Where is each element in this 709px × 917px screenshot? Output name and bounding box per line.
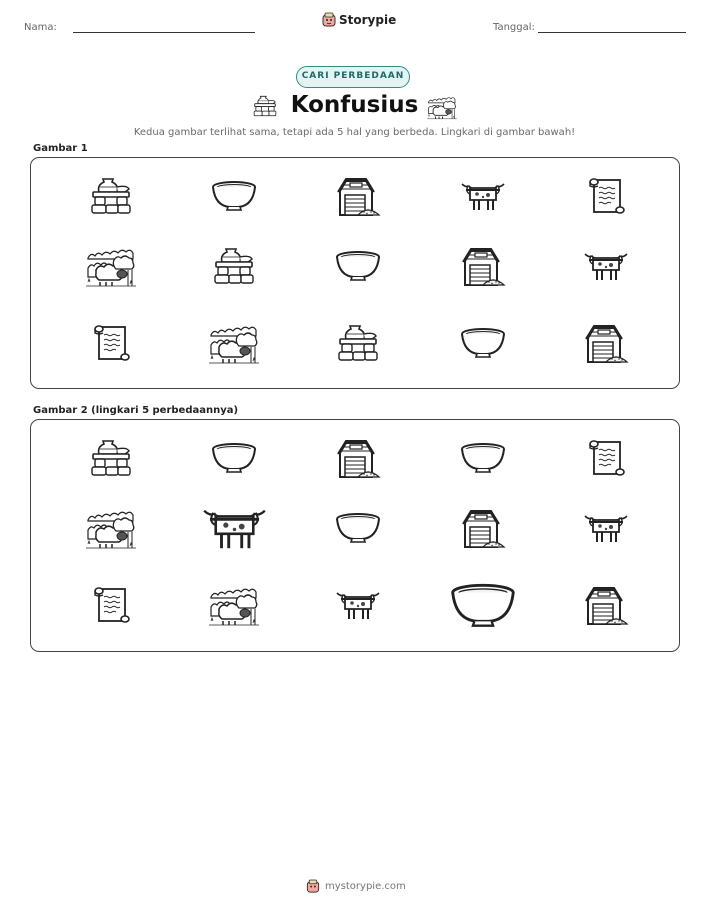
footer-url: mystorypie.com [325, 881, 406, 892]
ox-icon [583, 510, 629, 546]
barn-icon [584, 322, 628, 364]
gambar2-item-r2-c3[interactable] [323, 500, 393, 556]
gambar1-item-r1-c1 [76, 168, 146, 224]
picture-panel-2[interactable] [30, 419, 680, 652]
gambar1-item-r3-c3 [323, 315, 393, 371]
sheep-flock-icon [207, 321, 261, 365]
bowl-icon [210, 179, 258, 213]
gambar2-item-r1-c3[interactable] [323, 430, 393, 486]
ox-icon [335, 587, 381, 623]
scroll-icon [586, 176, 626, 216]
title-right-decoration [425, 94, 459, 124]
sheep-flock-icon [84, 244, 138, 288]
gambar1-item-r2-c4 [448, 238, 518, 294]
category-badge: CARI PERBEDAAN [296, 66, 410, 88]
gambar2-item-r1-c2[interactable] [199, 430, 269, 486]
gambar1-item-r2-c3 [323, 238, 393, 294]
bowl-icon [334, 511, 382, 545]
scroll-icon [91, 323, 131, 363]
sheep-flock-icon [425, 94, 459, 120]
name-field[interactable] [73, 32, 255, 33]
barn-icon [461, 245, 505, 287]
gambar1-item-r2-c2 [199, 238, 269, 294]
gambar2-item-r3-c3[interactable] [323, 577, 393, 633]
gambar2-item-r2-c2[interactable] [199, 500, 269, 556]
gambar2-item-r1-c5[interactable] [571, 430, 641, 486]
scroll-icon [586, 438, 626, 478]
gambar2-item-r1-c4[interactable] [448, 430, 518, 486]
page-title: Konfusius [290, 92, 419, 118]
barn-icon [461, 507, 505, 549]
ox-icon [583, 248, 629, 284]
sheep-flock-icon [84, 506, 138, 550]
barn-icon [584, 584, 628, 626]
bowl-icon [459, 326, 507, 360]
picture-panel-1 [30, 157, 680, 389]
ox-icon [460, 178, 506, 214]
scroll-icon [91, 585, 131, 625]
bowl-icon [459, 441, 507, 475]
barn-icon [336, 175, 380, 217]
bowl-icon [448, 581, 518, 630]
date-field[interactable] [538, 32, 686, 33]
gambar1-item-r2-c1 [76, 238, 146, 294]
gambar1-item-r1-c5 [571, 168, 641, 224]
instruction-text: Kedua gambar terlihat sama, tetapi ada 5 hal yang berbeda. Lingkari di gambar bawah! [133, 127, 576, 138]
ox-icon [201, 502, 268, 554]
barn-icon [336, 437, 380, 479]
pottery-table-icon [89, 437, 133, 479]
gambar2-item-r1-c1[interactable] [76, 430, 146, 486]
bowl-icon [210, 441, 258, 475]
section2-label: Gambar 2 (lingkari 5 perbedaannya) [33, 405, 239, 416]
sheep-flock-icon [207, 583, 261, 627]
name-label: Nama: [24, 22, 57, 33]
gambar1-item-r3-c1 [76, 315, 146, 371]
gambar2-item-r3-c1[interactable] [76, 577, 146, 633]
gambar2-item-r3-c4[interactable] [448, 577, 518, 633]
gambar1-item-r3-c5 [571, 315, 641, 371]
gambar1-item-r1-c3 [323, 168, 393, 224]
gambar1-item-r2-c5 [571, 238, 641, 294]
section1-label: Gambar 1 [33, 143, 88, 154]
footer [306, 879, 406, 894]
bowl-icon [334, 249, 382, 283]
pottery-table-icon [336, 322, 380, 364]
pottery-table-icon [89, 175, 133, 217]
gambar1-item-r1-c2 [199, 168, 269, 224]
brand-logo [322, 12, 396, 28]
gambar2-item-r3-c5[interactable] [571, 577, 641, 633]
gambar2-item-r3-c2[interactable] [199, 577, 269, 633]
date-label: Tanggal: [493, 22, 535, 33]
storypie-mascot-icon [306, 879, 320, 894]
storypie-mascot-icon [322, 12, 336, 28]
gambar1-item-r1-c4 [448, 168, 518, 224]
gambar1-item-r3-c2 [199, 315, 269, 371]
brand-name: Storypie [339, 13, 397, 27]
gambar2-item-r2-c1[interactable] [76, 500, 146, 556]
gambar1-item-r3-c4 [448, 315, 518, 371]
pottery-table-icon [212, 245, 256, 287]
gambar2-item-r2-c5[interactable] [571, 500, 641, 556]
gambar2-item-r2-c4[interactable] [448, 500, 518, 556]
